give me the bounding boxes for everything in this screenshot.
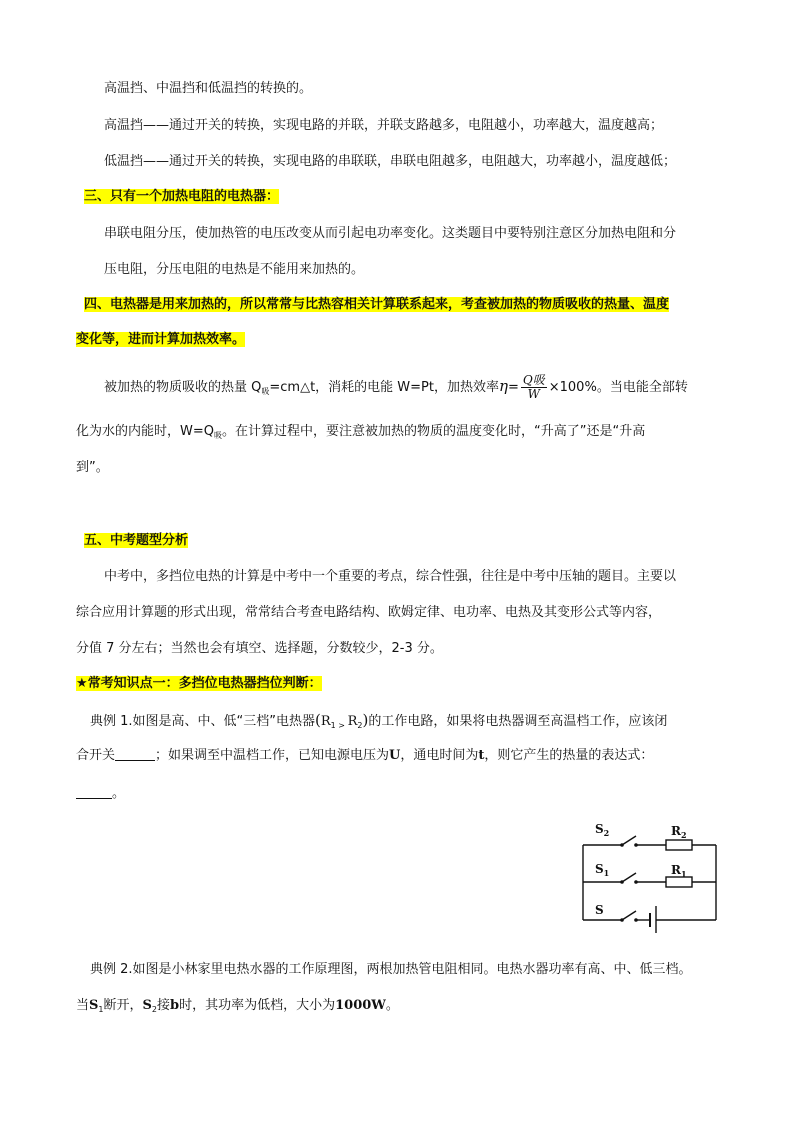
switch-s2-blade: [622, 836, 636, 845]
formula-text: =cm△t，消耗的电能 W=Pt，加热效率: [269, 380, 499, 395]
label-s1: $S_1$: [595, 862, 610, 878]
switch-contact: [620, 843, 624, 847]
text: 的工作电路，如果将电热器调至高温档工作，应该闭: [368, 714, 668, 729]
paragraph-line: 分值 7 分左右；当然也会有填空、选择题，分数较少，2-3 分。: [76, 641, 443, 656]
section-4-heading-line2: 变化等，进而计算加热效率。: [76, 332, 246, 347]
paragraph-line: 压电阻，分压电阻的电热是不能用来加热的。: [104, 262, 365, 277]
equals-sign: =: [508, 380, 519, 395]
formula-line: [104, 371, 688, 407]
text: 。在计算过程中，要注意被加热的物质的温度变化时，“升高了”还是“升高: [221, 424, 646, 439]
switch-s1-blade: [622, 873, 636, 882]
paragraph-line: 高温挡——通过开关的转换，实现电路的并联，并联支路越多，电阻越小，功率越大，温度越高；: [104, 118, 664, 133]
text: 当: [76, 998, 90, 1013]
switch-contact: [634, 843, 638, 847]
r1-symbol: R: [320, 714, 331, 729]
s1-symbol: S: [89, 998, 99, 1013]
text: 接: [157, 998, 171, 1013]
switch-contact: [620, 880, 624, 884]
section-heading: [84, 296, 669, 314]
formula-text: 。当电能全部转: [596, 380, 688, 395]
label-s: S: [595, 903, 604, 917]
switch-contact: [634, 880, 638, 884]
time-symbol: t: [478, 748, 485, 763]
voltage-symbol: U: [389, 748, 401, 763]
text: 。: [112, 786, 126, 801]
section-heading: [76, 331, 245, 349]
paragraph-line: 串联电阻分压，使加热管的电压改变从而引起电功率变化。这类题目中要特别注意区分加热电阻和分: [104, 226, 677, 241]
formula-text: 被加热的物质吸收的热量 Q: [104, 380, 262, 395]
eta-symbol: η: [499, 377, 508, 395]
text: ，通电时间为: [400, 748, 479, 763]
paragraph-line: 综合应用计算题的形式出现，常常结合考查电路结构、欧姆定律、电功率、电热及其变形公式等内容，: [76, 605, 662, 620]
text: 典例 1.如图是高、中、低“三档”电热器: [90, 714, 316, 729]
subscript: 吸: [213, 431, 222, 440]
section-5-heading: 五、中考题型分析: [84, 533, 189, 548]
paren-close: ): [362, 711, 369, 729]
subscript: 1: [330, 721, 336, 730]
example-1-line1: [90, 711, 667, 735]
text: ，则它产生的热量的表达式：: [484, 748, 654, 763]
label-s2: $S_2$: [595, 822, 610, 838]
section-4-heading-line1: 四、电热器是用来加热的，所以常常与比热容相关计算联系起来，考查被加热的物质吸收的热量、温度: [84, 297, 670, 312]
subscript: 2: [151, 1005, 157, 1014]
subscript: 1: [98, 1005, 104, 1014]
subscript: 吸: [261, 387, 270, 396]
answer-blank[interactable]: [76, 786, 112, 799]
fraction-numerator: Q吸: [522, 373, 545, 387]
answer-blank[interactable]: [115, 748, 155, 761]
switch-contact: [634, 918, 638, 922]
text: 合开关: [76, 748, 116, 763]
section-3-heading: 三、只有一个加热电阻的电热器：: [84, 189, 280, 204]
paragraph-line: 到”。: [76, 460, 109, 475]
section-heading: [76, 675, 322, 693]
section-heading: [84, 532, 188, 550]
power-value: 1000W: [335, 998, 386, 1013]
label-r2: $R_2$: [671, 824, 687, 840]
example-2-line2: [76, 997, 399, 1019]
terminal-b: b: [170, 998, 180, 1013]
example-1-line2: [76, 747, 653, 765]
label-r1: $R_1$: [671, 863, 687, 879]
text: 时，其功率为低档，大小为: [179, 998, 336, 1013]
paragraph-line: [76, 423, 645, 445]
text: 断开，: [103, 998, 143, 1013]
switch-s-blade: [622, 911, 636, 920]
text: 化为水的内能时，W=Q: [76, 424, 214, 439]
example-1-line3: [76, 785, 125, 803]
subscript: 2: [357, 721, 363, 730]
knowledge-point-heading: ★常考知识点一：多挡位电热器挡位判断：: [76, 676, 322, 691]
paragraph-line: 高温挡、中温挡和低温挡的转换的。: [104, 81, 313, 96]
text: 。: [385, 998, 399, 1013]
greater-than: >: [335, 721, 348, 730]
switch-contact: [620, 918, 624, 922]
r2-symbol: R: [347, 714, 358, 729]
percent-term: ×100%: [548, 380, 597, 395]
fraction-denominator: W: [527, 387, 540, 401]
circuit-diagram: [580, 818, 720, 933]
s2-symbol: S: [142, 998, 152, 1013]
section-heading: [84, 188, 279, 206]
efficiency-fraction: [521, 374, 547, 401]
text: ；如果调至中温档工作，已知电源电压为: [155, 748, 390, 763]
paragraph-line: 中考中，多挡位电热的计算是中考中一个重要的考点，综合性强，往往是中考中压轴的题目。主要以: [104, 569, 677, 584]
paragraph-line: 低温挡——通过开关的转换，实现电路的串联联，串联电阻越多，电阻越大，功率越小，温度越低；: [104, 154, 677, 169]
example-2-line1: 典例 2.如图是小林家里电热水器的工作原理图，两根加热管电阻相同。电热水器功率有高、中、低三档。: [90, 962, 692, 977]
resistor-r1: [666, 877, 692, 887]
paren-open: (: [315, 711, 321, 729]
resistor-r2: [666, 840, 692, 850]
